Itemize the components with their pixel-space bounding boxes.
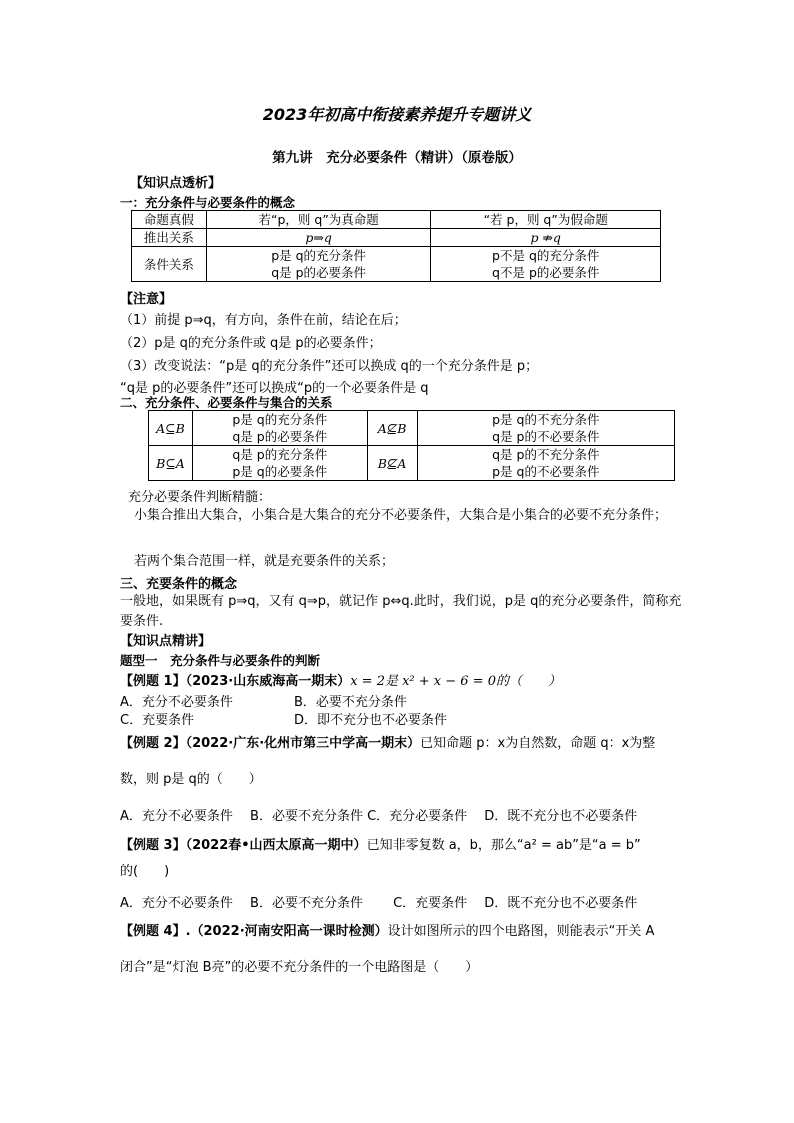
example-stem-cont: 闭合”是“灯泡 B亮”的必要不充分条件的一个电路图是（ ）	[120, 960, 479, 975]
set-relation: A⊈B	[367, 411, 417, 446]
trick-text: 若两个集合范围一样，就是充要条件的关系；	[134, 554, 395, 569]
table-cell-line: q不是 p的必要条件	[492, 265, 600, 280]
table-header: 命题真假	[132, 211, 207, 229]
section3-heading: 三、充要条件的概念	[120, 577, 238, 592]
lecture-subtitle: 第九讲 充分必要条件（精讲）（原卷版）	[272, 150, 522, 166]
example-tag: 【例题 4】.（2022·河南安阳高一课时检测）	[120, 924, 388, 939]
notes-heading: 【注意】	[120, 292, 173, 307]
example-stem-cont: 的( )	[120, 864, 170, 879]
table-cell-line: q是 p的充分条件	[232, 447, 328, 462]
table-cell-line: q是 p的不必要条件	[492, 429, 600, 444]
example-stem-cont: 数，则 p是 q的（ ）	[120, 772, 262, 787]
table-cell	[417, 411, 674, 446]
trick-text: 小集合推出大集合，小集合是大集合的充分不必要条件，大集合是小集合的必要不充分条件；	[134, 508, 668, 523]
options-line: A．充分不必要条件 B．必要不充分条件 C．充要条件 D．既不充分也不必要条件	[120, 896, 638, 911]
example-tag: 【例题 2】（2022·广东·化州市第三中学高一期末）	[120, 736, 421, 751]
condition-table	[131, 210, 661, 282]
knowledge-heading: 【知识点透析】	[130, 176, 222, 191]
example-stem: x = 2是 x² + x − 6 = 0的（ ）	[350, 674, 561, 689]
trick-label: 充分必要条件判断精髓：	[128, 490, 272, 505]
table-cell	[431, 247, 661, 282]
table-cell: 条件关系	[132, 247, 207, 282]
example-stem: 设计如图所示的四个电路图，则能表示“开关 A	[387, 924, 655, 939]
set-relation-table	[148, 410, 675, 481]
example-tag: 【例题 1】（2023·山东威海高一期末）	[120, 674, 351, 689]
section1-heading: 一：充分条件与必要条件的概念	[120, 195, 296, 210]
set-relation: B⊆A	[149, 446, 193, 481]
set-relation: A⊆B	[149, 411, 193, 446]
table-cell-line: p是 q的必要条件	[232, 464, 328, 479]
lecture-heading: 【知识点精讲】	[120, 634, 212, 649]
note-item: （3）改变说法：“p是 q的充分条件”还可以换成 q的一个充分条件是 p；	[120, 359, 539, 374]
note-item: “q是 p的必要条件”还可以换成“p的一个必要条件是 q	[120, 381, 429, 396]
example-stem: 已知命题 p：x为自然数，命题 q：x为整	[420, 736, 656, 751]
section3-body: 一般地，如果既有 p⇒q，又有 q⇒p，就记作 p⇔q.此时，我们说，p是 q的充分必要条件，简称充要条件.	[120, 594, 682, 629]
table-header: 若“p，则 q”为真命题	[206, 211, 431, 229]
type1-heading: 题型一 充分条件与必要条件的判断	[120, 653, 321, 668]
table-cell	[417, 446, 674, 481]
page-title: 2023年初高中衔接素养提升专题讲义	[262, 105, 532, 124]
section2-heading: 二、充分条件、必要条件与集合的关系	[120, 395, 333, 410]
note-item: （2）p是 q的充分条件或 q是 p的必要条件；	[120, 336, 382, 351]
option: B．必要不充分条件	[294, 695, 407, 710]
example-4	[120, 920, 654, 939]
table-cell	[206, 247, 431, 282]
table-cell: 推出关系	[132, 229, 207, 247]
table-cell	[192, 446, 367, 481]
example-2	[120, 732, 655, 751]
table-cell-line: p是 q的充分条件	[271, 248, 367, 263]
example-tag: 【例题 3】（2022春•山西太原高一期中）	[120, 838, 367, 853]
example-stem: 已知非零复数 a，b，那么“a² = ab”是“a = b”	[366, 838, 641, 853]
note-item: （1）前提 p⇒q，有方向，条件在前，结论在后；	[120, 313, 407, 328]
table-cell-line: p不是 q的充分条件	[492, 248, 600, 263]
table-cell-line: p是 q的充分条件	[232, 412, 328, 427]
table-cell-line: q是 p的不充分条件	[492, 447, 600, 462]
option: A．充分不必要条件	[120, 695, 233, 710]
example-3	[120, 834, 641, 853]
option: C．充要条件	[120, 713, 195, 728]
table-cell: p ⇏q	[431, 229, 661, 247]
option: D．即不充分也不必要条件	[294, 713, 448, 728]
table-cell	[192, 411, 367, 446]
table-cell-line: q是 p的必要条件	[271, 265, 367, 280]
set-relation: B⊈A	[367, 446, 417, 481]
example-1	[120, 670, 561, 689]
table-cell-line: p是 q的不必要条件	[492, 464, 600, 479]
table-header: “若 p，则 q”为假命题	[431, 211, 661, 229]
table-cell-line: p是 q的不充分条件	[492, 412, 600, 427]
table-cell: p⇒q	[206, 229, 431, 247]
options-line: A．充分不必要条件 B．必要不充分条件 C．充分必要条件 D．既不充分也不必要条件	[120, 809, 638, 824]
table-cell-line: q是 p的必要条件	[232, 429, 328, 444]
